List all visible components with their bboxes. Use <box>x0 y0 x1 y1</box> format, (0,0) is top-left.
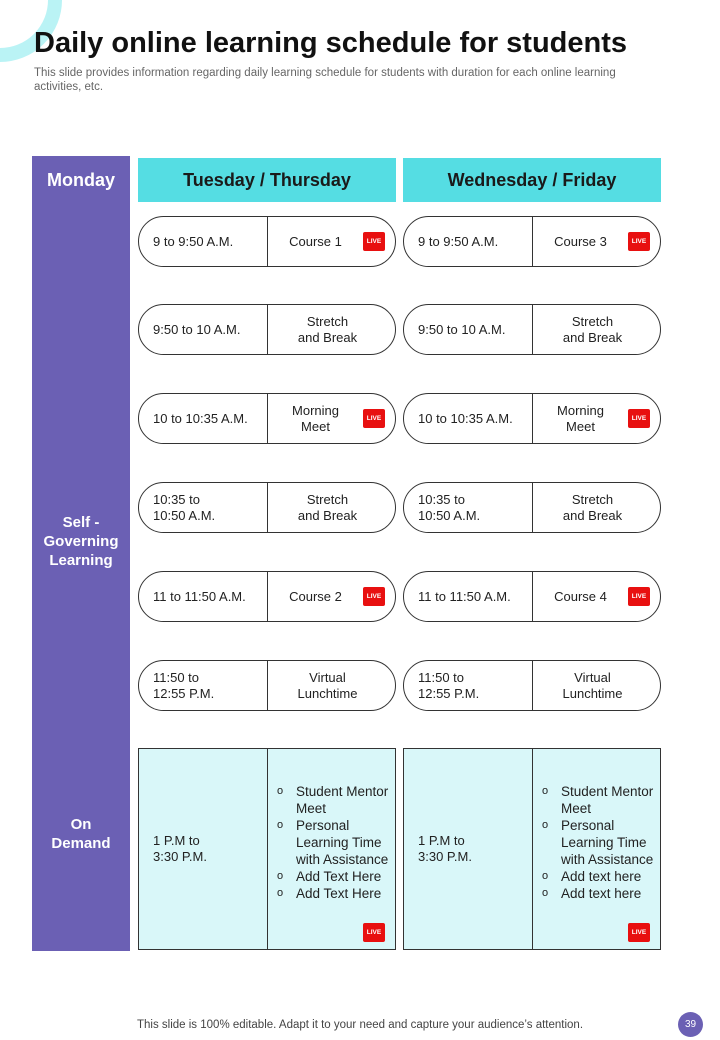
slot-time: 9 to 9:50 A.M. <box>418 233 499 249</box>
schedule-slot <box>138 216 396 267</box>
slot-activity: Stretch and Break <box>562 313 623 345</box>
circle-bullet-icon: o <box>542 819 549 831</box>
header-tuesday-thursday: Tuesday / Thursday <box>138 158 396 202</box>
schedule-slot <box>138 660 396 711</box>
block-time: 1 P.M to 3:30 P.M. <box>153 833 207 864</box>
slot-activity: Morning Meet <box>557 402 604 434</box>
page-title: Daily online learning schedule for students <box>34 27 627 59</box>
slot-time: 11:50 to 12:55 P.M. <box>418 669 480 701</box>
slot-time: 11 to 11:50 A.M. <box>153 588 246 604</box>
circle-bullet-icon: o <box>277 819 284 831</box>
list-item: o Add text here <box>542 886 642 901</box>
block-activity-list <box>277 783 395 902</box>
circle-bullet-icon: o <box>542 870 549 882</box>
slot-activity: Course 3 <box>554 233 607 249</box>
live-badge-icon: LIVE <box>363 232 385 251</box>
slot-time: 10 to 10:35 A.M. <box>153 410 248 426</box>
slot-activity: Course 2 <box>289 588 342 604</box>
slot-activity: Course 1 <box>289 233 342 249</box>
slot-time: 10 to 10:35 A.M. <box>418 410 513 426</box>
circle-bullet-icon: o <box>277 887 284 899</box>
header-wednesday-friday: Wednesday / Friday <box>403 158 661 202</box>
live-badge-icon: LIVE <box>628 409 650 428</box>
slot-activity: Stretch and Break <box>562 491 623 523</box>
schedule-slot <box>138 571 396 622</box>
slot-activity: Virtual Lunchtime <box>297 669 358 701</box>
schedule-slot <box>403 216 661 267</box>
list-item: o Add Text Here <box>277 886 382 901</box>
afternoon-block-col2 <box>403 748 661 950</box>
live-badge-icon: LIVE <box>363 409 385 428</box>
block-divider <box>267 749 268 949</box>
list-item: o Personal Learning Time with Assistance <box>277 818 389 867</box>
list-item: o Personal Learning Time with Assistance <box>542 818 654 867</box>
monday-title: Monday <box>46 170 115 190</box>
list-item: o Add Text Here <box>277 869 382 884</box>
self-governing-label: Self - Governing Learning <box>43 514 119 569</box>
list-item: o Add text here <box>542 869 642 884</box>
list-item: o Student Mentor Meet <box>277 784 389 816</box>
schedule-slot <box>138 482 396 533</box>
footer-note: This slide is 100% editable. Adapt it to your need and capture your audience’s attention. <box>136 1019 584 1031</box>
live-badge-icon: LIVE <box>628 232 650 251</box>
slot-time: 9 to 9:50 A.M. <box>153 233 234 249</box>
block-activity-list <box>542 783 660 902</box>
slot-time: 11:50 to 12:55 P.M. <box>153 669 215 701</box>
page-number: 39 <box>678 1012 703 1037</box>
live-badge-icon: LIVE <box>628 587 650 606</box>
slot-activity: Morning Meet <box>292 402 339 434</box>
slot-activity: Virtual Lunchtime <box>562 669 623 701</box>
live-badge-icon: LIVE <box>628 923 650 942</box>
monday-column <box>32 156 130 951</box>
on-demand-label: On Demand <box>51 816 111 852</box>
schedule-slot <box>403 482 661 533</box>
page-subtitle: This slide provides information regarding daily learning schedule for students with duration for each online learning activities, etc. <box>34 67 616 93</box>
schedule-slot <box>138 393 396 444</box>
circle-bullet-icon: o <box>542 887 549 899</box>
slot-time: 9:50 to 10 A.M. <box>418 321 506 337</box>
slot-activity: Stretch and Break <box>297 491 358 523</box>
slot-activity: Stretch and Break <box>297 313 358 345</box>
schedule-slot <box>403 660 661 711</box>
live-badge-icon: LIVE <box>363 923 385 942</box>
slot-time: 10:35 to 10:50 A.M. <box>418 491 481 523</box>
circle-bullet-icon: o <box>277 870 284 882</box>
live-badge-icon: LIVE <box>363 587 385 606</box>
schedule-slot <box>403 393 661 444</box>
slot-activity: Course 4 <box>554 588 607 604</box>
schedule-slot <box>138 304 396 355</box>
slot-time: 11 to 11:50 A.M. <box>418 588 511 604</box>
list-item: o Student Mentor Meet <box>542 784 654 816</box>
circle-bullet-icon: o <box>542 785 549 797</box>
afternoon-block-col1 <box>138 748 396 950</box>
slot-time: 10:35 to 10:50 A.M. <box>153 491 216 523</box>
circle-bullet-icon: o <box>277 785 284 797</box>
block-time: 1 P.M to 3:30 P.M. <box>418 833 472 864</box>
slot-time: 9:50 to 10 A.M. <box>153 321 241 337</box>
schedule-slot <box>403 304 661 355</box>
schedule-slot <box>403 571 661 622</box>
block-divider <box>532 749 533 949</box>
